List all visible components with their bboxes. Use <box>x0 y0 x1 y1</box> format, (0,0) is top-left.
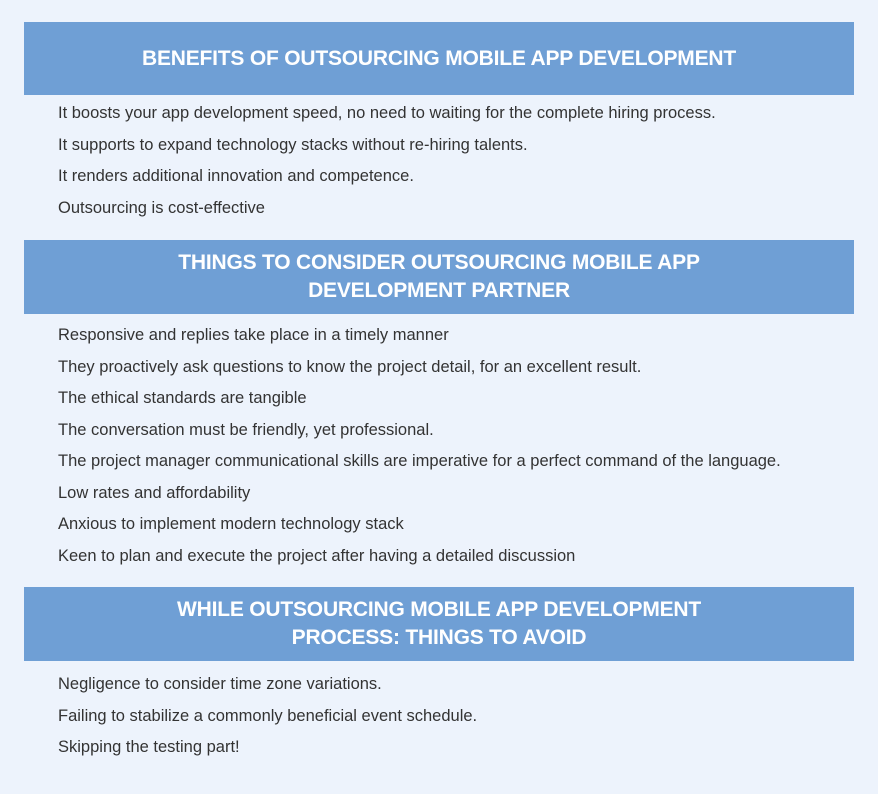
list-item: The project manager communicational skills are imperative for a perfect command of the language. <box>58 452 781 470</box>
benefits-heading-text: BENEFITS OF OUTSOURCING MOBILE APP DEVELOPMENT <box>141 46 736 70</box>
list-item: Keen to plan and execute the project after having a detailed discussion <box>58 546 576 565</box>
list-item: They proactively ask questions to know the project detail, for an excellent result. <box>58 357 642 376</box>
list-item: The conversation must be friendly, yet professional. <box>58 420 434 439</box>
benefits-heading <box>24 22 854 95</box>
avoid-heading <box>24 587 854 661</box>
avoid-heading-text: WHILE OUTSOURCING MOBILE APP DEVELOPMENT PROCESS: THINGS TO AVOID <box>176 598 702 649</box>
list-item: It renders additional innovation and competence. <box>58 167 414 185</box>
list-item: Outsourcing is cost-effective <box>58 198 265 217</box>
list-item: Responsive and replies take place in a timely manner <box>58 326 449 344</box>
considerations-heading-text: THINGS TO CONSIDER OUTSOURCING MOBILE APP DEVELOPMENT PARTNER <box>178 251 700 302</box>
list-item: Failing to stabilize a commonly beneficial event schedule. <box>58 706 478 725</box>
benefits-list <box>58 98 716 224</box>
considerations-list <box>58 320 781 572</box>
list-item: Low rates and affordability <box>58 483 251 502</box>
avoid-list <box>58 669 477 764</box>
considerations-heading <box>24 240 854 314</box>
list-item: Negligence to consider time zone variations. <box>58 675 382 693</box>
list-item: Anxious to implement modern technology stack <box>58 515 404 533</box>
list-item: It supports to expand technology stacks without re-hiring talents. <box>58 135 528 154</box>
list-item: It boosts your app development speed, no need to waiting for the complete hiring process. <box>58 104 716 122</box>
list-item: The ethical standards are tangible <box>58 389 307 407</box>
list-item: Skipping the testing part! <box>58 738 240 756</box>
